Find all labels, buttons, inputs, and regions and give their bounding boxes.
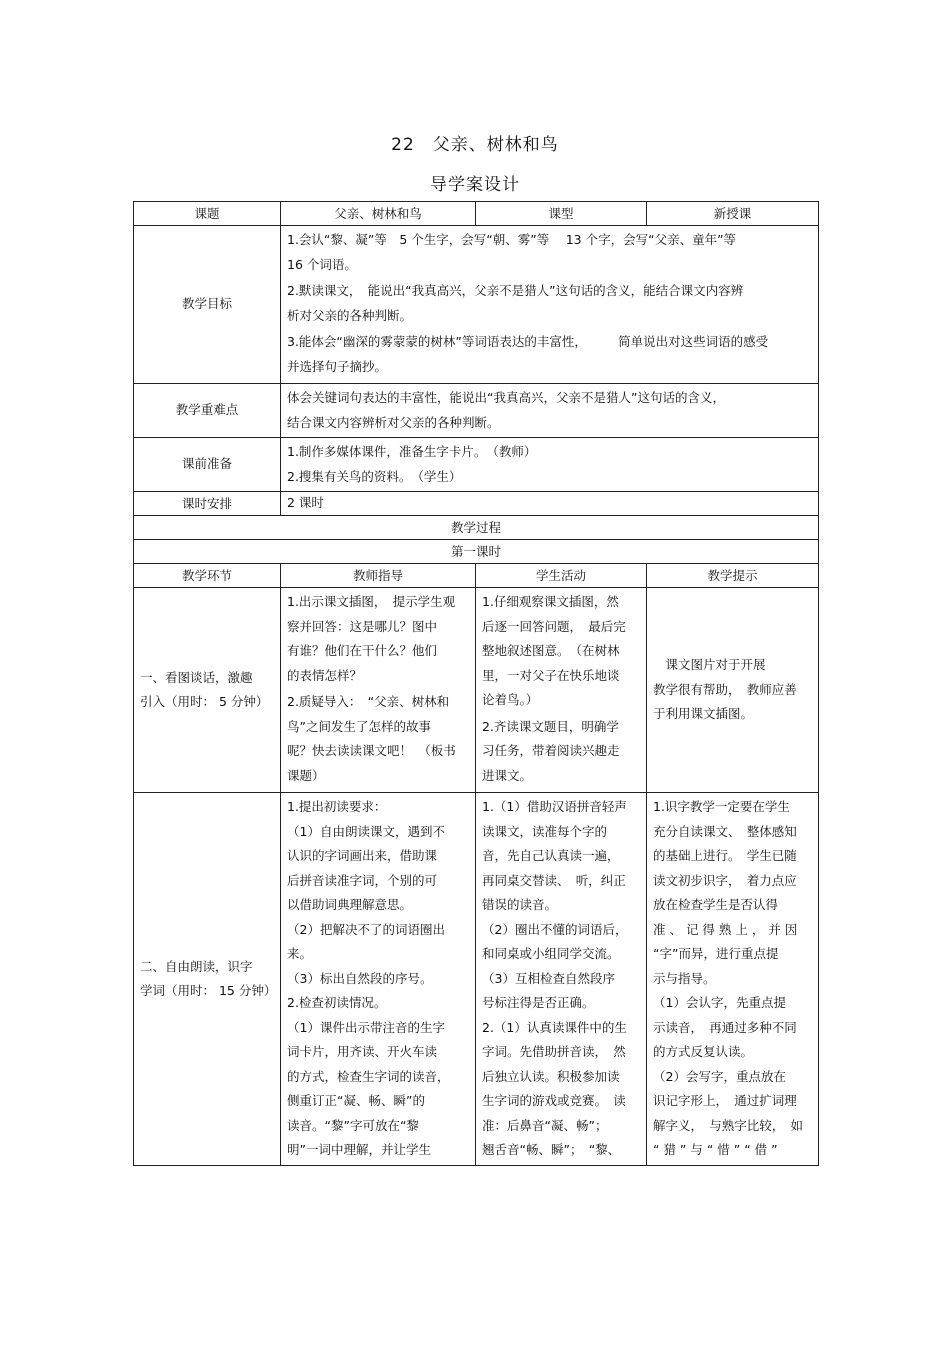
step-stage: 一、看图谈话，激趣 引入（用时： 5 分钟）	[134, 588, 281, 793]
step-row	[134, 793, 819, 1166]
lesson-label: 第一课时	[134, 540, 819, 564]
step-student: 1.（1）借助汉语拼音轻声 读课文，读准每个字的 音，先自己认真读一遍， 再同桌交替读、 听，纠正 错误的读音。 （2）圈出不懂的词语后， 和同桌或小组同学交流。 （3）互相检查自然段序 号标注得是否正确。 2.（1）认真读课件中的生 字词。先借助拼音读， 然 后独立认读。积极参加读 生字词的游戏或竞赛。 读 准：后鼻音“凝、畅”； 翘舌音“畅、瞬”； “黎、	[476, 793, 647, 1166]
step-row	[134, 588, 819, 793]
step-tip: 课文图片对于开展 教学很有帮助， 教师应善 于利用课文插图。	[647, 588, 819, 793]
process-heading: 教学过程	[134, 516, 819, 540]
column-header: 教学提示	[647, 564, 819, 588]
lesson-plan-table	[133, 201, 819, 1166]
column-header: 教师指导	[281, 564, 476, 588]
schedule-value: 2 课时	[281, 492, 819, 516]
keypoints-label: 教学重难点	[134, 384, 281, 438]
step-student: 1.仔细观察课文插图，然 后逐一回答问题， 最后完 整地叙述图意。 （在树林 里，一对父子在快乐地谈 论着鸟。） 2.齐读课文题目，明确学 习任务，带着阅读兴趣走 进课文。	[476, 588, 647, 793]
prep-row	[134, 438, 819, 492]
column-header: 教学环节	[134, 564, 281, 588]
prep-label: 课前准备	[134, 438, 281, 492]
column-header-row	[134, 564, 819, 588]
info-row	[134, 202, 819, 226]
kexing-value: 新授课	[647, 202, 819, 226]
keypoints-row	[134, 384, 819, 438]
step-tip: 1.识字教学一定要在学生 充分自读课文、 整体感知 的基础上进行。 学生已随 读文初步识字， 着力点应 放在检查学生是否认得 准 、 记 得 熟 上 ， 并 因 “字”而异，进行重点提 示与指导。 （1）会认字，先重点提 示读音， 再通过多种不同 的方式反复认读。 （2）会写字，重点放在 识记字形上， 通过扩词理 解字义， 与熟字比较， 如 “ 猎 ” 与 “ 惜 ” “ 借 ”	[647, 793, 819, 1166]
kexing-label: 课型	[476, 202, 647, 226]
step-stage: 二、自由朗读，识字 学词（用时： 15 分钟）	[134, 793, 281, 1166]
keypoints-content: 体会关键词句表达的丰富性，能说出“我真高兴，父亲不是猎人”这句话的含义， 结合课文内容辨析对父亲的各种判断。	[281, 384, 819, 438]
document-title: 22 父亲、树林和鸟	[391, 135, 559, 155]
keti-label: 课题	[134, 202, 281, 226]
process-heading-row	[134, 516, 819, 540]
step-teacher: 1.出示课文插图， 提示学生观 察并回答：这是哪儿？图中 有谁？他们在干什么？他们 的表情怎样？ 2.质疑导入： “父亲、树林和 鸟”之间发生了怎样的故事 呢？快去读读课文吧！ （板书 课题）	[281, 588, 476, 793]
keti-value: 父亲、树林和鸟	[281, 202, 476, 226]
goal-item: 1.会认“黎、凝”等 5 个生字，会写“朝、雾”等 13 个字，会写“父亲、童年”等 16 个词语。	[287, 232, 737, 272]
column-header: 学生活动	[476, 564, 647, 588]
lesson-row	[134, 540, 819, 564]
goal-item: 3.能体会“幽深的雾蒙蒙的树林”等词语表达的丰富性， 简单说出对这些词语的感受 并选择句子摘抄。	[287, 334, 769, 374]
schedule-label: 课时安排	[134, 492, 281, 516]
goals-row	[134, 226, 819, 384]
step-teacher: 1.提出初读要求： （1）自由朗读课文，遇到不 认识的字词画出来，借助课 后拼音读准字词，个别的可 以借助词典理解意思。 （2）把解决不了的词语圈出 来。 （3）标出自然段的序号。 2.检查初读情况。 （1）课件出示带注音的生字 词卡片，用齐读、开火车读 的方式，检查生字词的读音， 侧重订正“凝、畅、瞬”的 读音。“黎”字可放在“黎 明”一词中理解，并让学生	[281, 793, 476, 1166]
goals-content	[281, 226, 819, 384]
document-subtitle: 导学案设计	[430, 175, 520, 195]
goal-item: 2.默读课文， 能说出“我真高兴，父亲不是猎人”这句话的含义，能结合课文内容辨 析对父亲的各种判断。	[287, 283, 744, 323]
prep-content: 1.制作多媒体课件，准备生字卡片。 （教师） 2.搜集有关鸟的资料。 （学生）	[281, 438, 819, 492]
schedule-row	[134, 492, 819, 516]
goals-label: 教学目标	[134, 226, 281, 384]
